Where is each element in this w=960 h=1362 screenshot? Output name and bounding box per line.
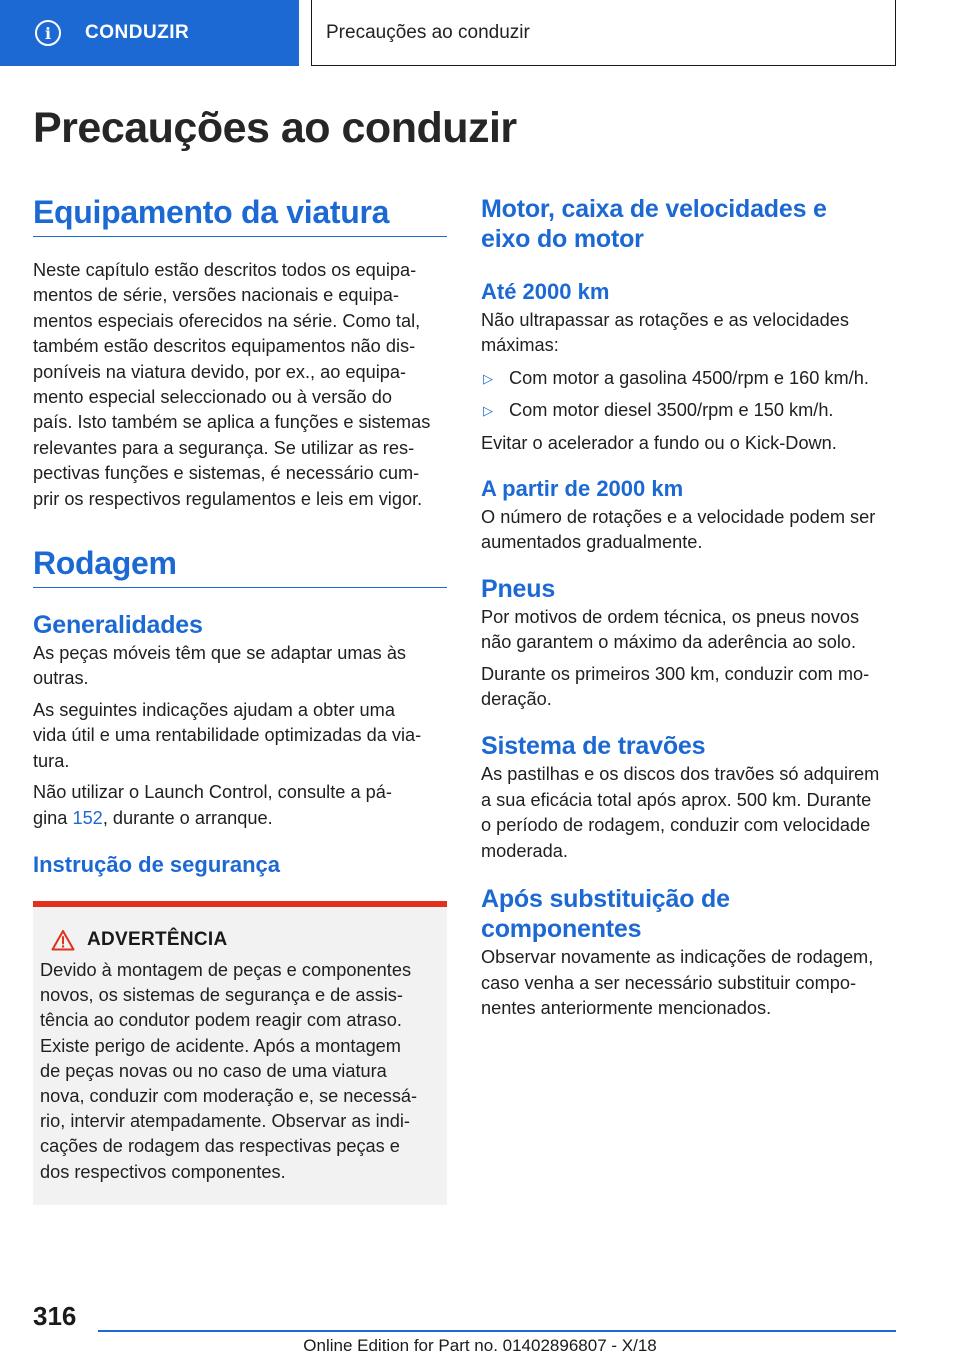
heading-a-partir-2000: A partir de 2000 km — [481, 476, 684, 502]
heading-pneus: Pneus — [481, 574, 556, 603]
triangle-bullet-icon: ▷ — [483, 370, 493, 386]
ate-paragraph: Não ultrapassar as rotações e as velocidades máximas: — [481, 310, 849, 356]
warning-box — [33, 901, 447, 1205]
left-column — [33, 192, 447, 1205]
page-number: 316 — [33, 1301, 77, 1331]
page-link-152[interactable]: 152 — [72, 807, 103, 828]
warning-title: ADVERTÊNCIA — [87, 928, 228, 950]
heading-apos-substituicao: Após substituição de componentes — [481, 885, 730, 944]
apos-paragraph: Observar novamente as indicações de rodagem, caso venha a ser necessário substituir compo- nentes anteriormente mencionados. — [481, 947, 874, 1018]
heading-generalidades: Generalidades — [33, 611, 203, 640]
section-title: Precauções ao conduzir — [326, 21, 530, 43]
footer-edition: Online Edition for Part no. 01402896807 - X/18 — [303, 1336, 657, 1355]
warning-header — [40, 929, 437, 951]
footer-divider — [98, 1330, 896, 1332]
heading-sistema-travoes: Sistema de travões — [481, 732, 706, 761]
heading-ate-2000: Até 2000 km — [481, 279, 610, 304]
gen-paragraph-1: As peças móveis têm que se adaptar umas às outras. — [33, 643, 407, 689]
info-icon: i — [35, 20, 61, 46]
warning-triangle-icon — [51, 929, 75, 951]
triangle-bullet-icon: ▷ — [483, 403, 493, 419]
section-title-box — [311, 0, 896, 66]
heading-instrucao-seguranca: Instrução de segurança — [33, 851, 280, 877]
right-column — [481, 192, 897, 1021]
gen-paragraph-2: As seguintes indicações ajudam a obter uma vida útil e uma rentabilidade optimizadas da via- tura. — [33, 699, 422, 771]
warning-text: Devido à montagem de peças e componentes novos, os sistemas de segurança e de assis- tência ao condutor podem reagir com atraso. Existe perigo de acidente. Após a montagem de peças novas ou no caso de uma viatura nova, conduzir com moderação e, se necessá- rio, intervir atempadamente. Observar as indi- cações de rodagem das respectivas peças e dos respectivos componentes. — [40, 959, 418, 1182]
equip-paragraph: Neste capítulo estão descritos todos os equipa- mentos de série, versões nacionais e equipa- mentos especiais oferecidos na série. Como tal, também estão descritos equipamentos não dis- poníveis na viatura devido, por ex., ao equipa- mento especial seleccionado ou à versão do país. Isto também se aplica a funções e sistemas relevantes para a segurança. Se utilizar as res- pectivas funções e sistemas, é necessário cum- prir os respectivos regulamentos e leis em vigor. — [33, 260, 431, 509]
pneus-paragraph-2: Durante os primeiros 300 km, conduzir com mo- deração. — [481, 663, 870, 710]
gen-paragraph-3: Não utilizar o Launch Control, consulte a pá- gina 152, durante o arranque. — [33, 782, 392, 828]
chapter-tab-label: CONDUZIR — [85, 22, 190, 43]
list-item: ▷ Com motor diesel 3500/rpm e 150 km/h. — [481, 398, 897, 423]
page-title: Precauções ao conduzir — [33, 104, 517, 152]
evitar-paragraph: Evitar o acelerador a fundo ou o Kick-Down. — [481, 432, 837, 453]
chapter-tab[interactable] — [0, 0, 299, 66]
pneus-paragraph-1: Por motivos de ordem técnica, os pneus novos não garantem o máximo da aderência ao solo. — [481, 606, 860, 653]
heading-motor: Motor, caixa de velocidades e eixo do motor — [481, 195, 827, 253]
list-item: ▷ Com motor a gasolina 4500/rpm e 160 km/h. — [481, 366, 897, 391]
apartir-paragraph: O número de rotações e a velocidade podem ser aumentados gradualmente. — [481, 507, 876, 553]
heading-rodagem: Rodagem — [33, 543, 447, 588]
travoes-paragraph: As pastilhas e os discos dos travões só adquirem a sua eficácia total após aprox. 500 km. Durante o período de rodagem, conduzir com velocidade moderada. — [481, 764, 880, 861]
heading-equipamento: Equipamento da viatura — [33, 192, 447, 237]
